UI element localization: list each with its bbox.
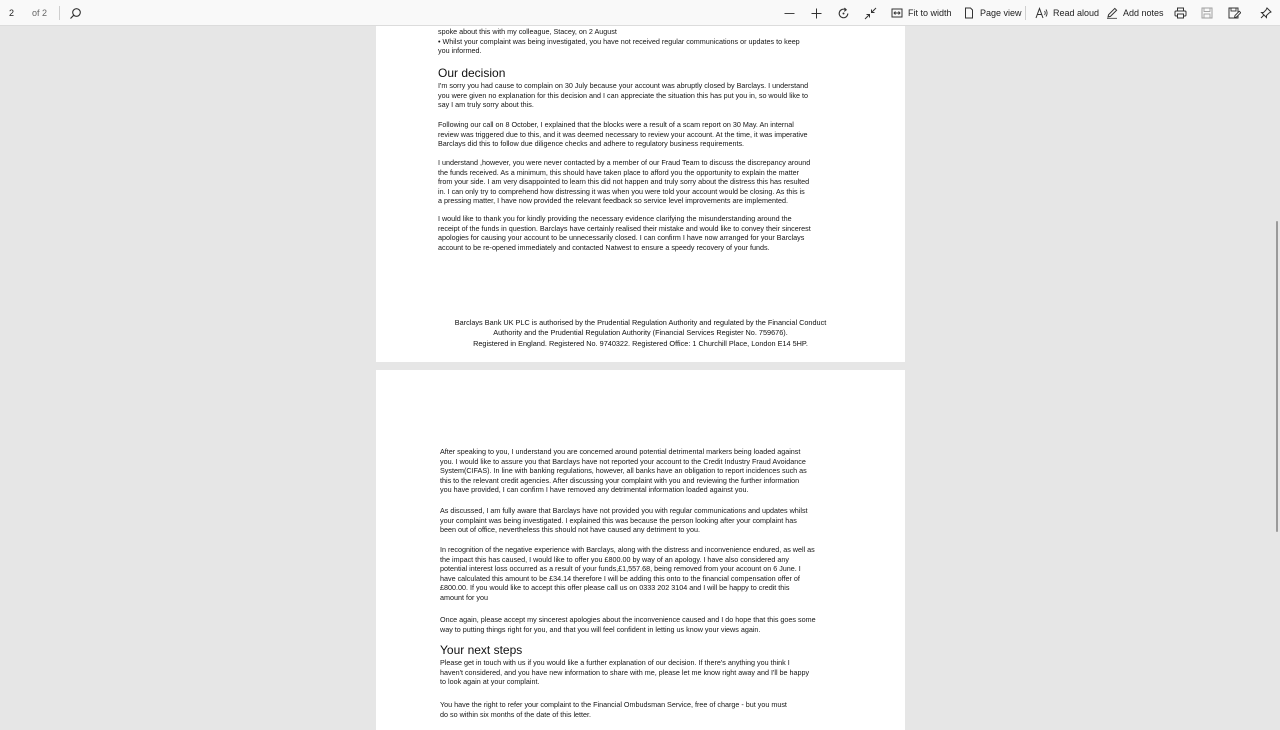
text-line: apologies for causing your account to be unnecessarily closed. I can confirm I have now arranged for your Barclays [438,233,805,243]
text-line: In recognition of the negative experience with Barclays, along with the distress and inconvenience endured, as well as [440,545,815,554]
collapse-arrows-icon [864,7,877,20]
paragraph [438,120,808,149]
paragraph [440,700,787,719]
read-aloud-button[interactable] [1035,0,1099,26]
page-icon [963,7,975,19]
save-as-icon [1228,7,1241,19]
page-number-input[interactable] [4,4,28,22]
text-line: haven't considered, and you have new information to share with me, please let me know right away and I'll be happy [440,667,810,677]
pen-icon [1106,7,1118,19]
text-line: Barclays did this to follow due diligence checks and adhere to regulatory business requirements. [438,139,745,149]
text-line: way to putting things right for you, and that you will feel confident in letting us know your views again. [440,624,761,634]
page-view-label: Page view [980,8,1022,18]
text-line: say I am truly sorry about this. [438,100,534,110]
read-aloud-icon [1035,7,1048,19]
fit-page-button[interactable] [864,0,877,26]
text-line: potential interest loss occurred as a result of your funds,£1,557.68, being removed from your account on 6 June. I [440,564,801,574]
printer-icon [1174,7,1187,19]
print-button[interactable] [1174,0,1187,26]
text-line: do so within six months of the date of this letter. [440,709,592,719]
text-line: After speaking to you, I understand you are concerned around potential detrimental markers being loaded against [440,447,801,456]
page-count-label: of 2 [32,8,48,18]
pdf-page-2 [376,370,905,730]
pdf-page-1 [376,26,905,362]
save-button[interactable] [1201,0,1213,26]
text-line: from your side. I am very disappointed to learn this did not happen and truly sorry about the distress this has resulted [438,177,810,187]
fit-width-icon [891,7,903,19]
regulatory-footer-line: Authority and the Prudential Regulation Authority (Financial Services Register No. 759676). [493,328,788,337]
text-line: You have the right to refer your complaint to the Financial Ombudsman Service, free of charge - but you must [440,700,787,709]
text-line: you. I would like to assure you that Barclays have not reported your account to the Credit Industry Fraud Avoidance [440,456,806,466]
text-line: £800.00. If you would like to accept this offer please call us on 0333 202 3104 and I will be happy to credit this [440,583,790,593]
paragraph [440,447,807,495]
rotate-icon [837,7,850,20]
section-heading: Your next steps [440,643,523,657]
text-line: • Whilst your complaint was being investigated, you have not received regular communications or updates to keep [438,36,800,46]
text-line: the funds received. As a minimum, this should have taken place to afford you the opportunity to explain the matter [438,167,800,177]
paragraph [438,81,808,110]
plus-icon [810,7,823,20]
text-line: been out of office, nevertheless this should not have caused any detriment to you. [440,525,700,535]
text-line: to look again at your complaint. [440,677,540,687]
text-line: System(CIFAS). In line with banking regulations, however, all banks have an obligation to report incidences such as [440,466,807,476]
add-notes-label: Add notes [1123,8,1164,18]
more-options-button[interactable] [1260,0,1272,26]
text-line: spoke about this with my colleague, Stacey, on 2 August [438,27,617,36]
text-line: I would like to thank you for kindly providing the necessary evidence clarifying the misunderstanding around the [438,214,792,223]
rotate-button[interactable] [837,0,850,26]
text-line: this to the relevant credit agencies. After discussing your complaint with you and reviewing the further information [440,475,800,485]
fit-to-width-button[interactable] [891,0,952,26]
paragraph [440,615,816,634]
paragraph [440,545,815,603]
text-line: I understand ,however, you were never contacted by a member of our Fraud Team to discuss the discrepancy around [438,158,811,167]
text-line: account to be re-opened immediately and contacted Natwest to ensure a speedy recovery of your funds. [438,242,770,252]
zoom-in-button[interactable] [810,0,823,26]
text-line: review was triggered due to this, and it was deemed necessary to review your account. At the time, it was imperative [438,129,808,139]
save-as-button[interactable] [1228,0,1241,26]
text-line: the impact this has caused, I would like to offer you £800.00 by way of an apology. I have also considered any [440,554,789,564]
text-line: a pressing matter, I have now provided the relevant feedback so service level improvements are implemented. [438,196,788,206]
text-line: As discussed, I am fully aware that Barclays have not provided you with regular communications and updates whilst [440,506,808,515]
regulatory-footer-line: Barclays Bank UK PLC is authorised by the Prudential Regulation Authority and regulated by the Financial Conduct [454,318,827,327]
read-aloud-label: Read aloud [1053,8,1100,18]
text-line: amount for you [440,592,488,602]
page-view-button[interactable] [963,0,1022,26]
paragraph [440,506,808,535]
add-notes-button[interactable] [1106,0,1164,26]
zoom-out-button[interactable] [783,0,796,26]
minus-icon [783,7,796,20]
search-button[interactable] [69,0,82,26]
text-line: you were given no explanation for this decision and I can appreciate the situation this has put you in, so would like to [438,90,808,100]
save-icon [1201,7,1213,19]
pin-tools-icon [1260,7,1272,19]
bullet-list-tail [438,27,800,56]
pdf-toolbar [0,0,1280,26]
scrollbar-thumb[interactable] [1276,221,1278,532]
text-line: you have provided, I can confirm I have removed any detrimental information loaded against you. [440,485,749,495]
section-heading: Our decision [438,66,506,80]
regulatory-footer-line: Registered in England. Registered No. 9740322. Registered Office: 1 Churchill Place, London E14 5HP. [473,339,808,348]
page-count [32,0,47,26]
text-line: your complaint was being investigated. I explained this was because the person looking after your complaint has [440,515,797,525]
toolbar-divider [1025,6,1026,20]
paragraph [438,158,810,206]
toolbar-divider [59,6,60,20]
search-icon [69,7,82,20]
paragraph [440,658,809,687]
text-line: have calculated this amount to be £34.14 therefore I will be adding this onto to the financial compensation offer of [440,573,800,583]
text-line: Please get in touch with us if you would like a further explanation of our decision. If there's anything you think I [440,658,790,667]
text-line: Once again, please accept my sincerest apologies about the inconvenience caused and I do hope that this goes some [440,615,816,624]
text-line: receipt of the funds in question. Barclays have certainly realised their mistake and would like to convey their sincerest [438,223,811,233]
fit-to-width-label: Fit to width [908,8,952,18]
paragraph [438,214,811,252]
text-line: in. I can only try to comprehend how distressing it was when you were told your account would be closing. As this is [438,186,805,196]
text-line: you informed. [438,46,482,56]
text-line: Following our call on 8 October, I explained that the blocks were a result of a scam report on 30 May. An internal [438,120,794,129]
text-line: I'm sorry you had cause to complain on 30 July because your account was abruptly closed by Barclays. I understand [438,81,809,90]
